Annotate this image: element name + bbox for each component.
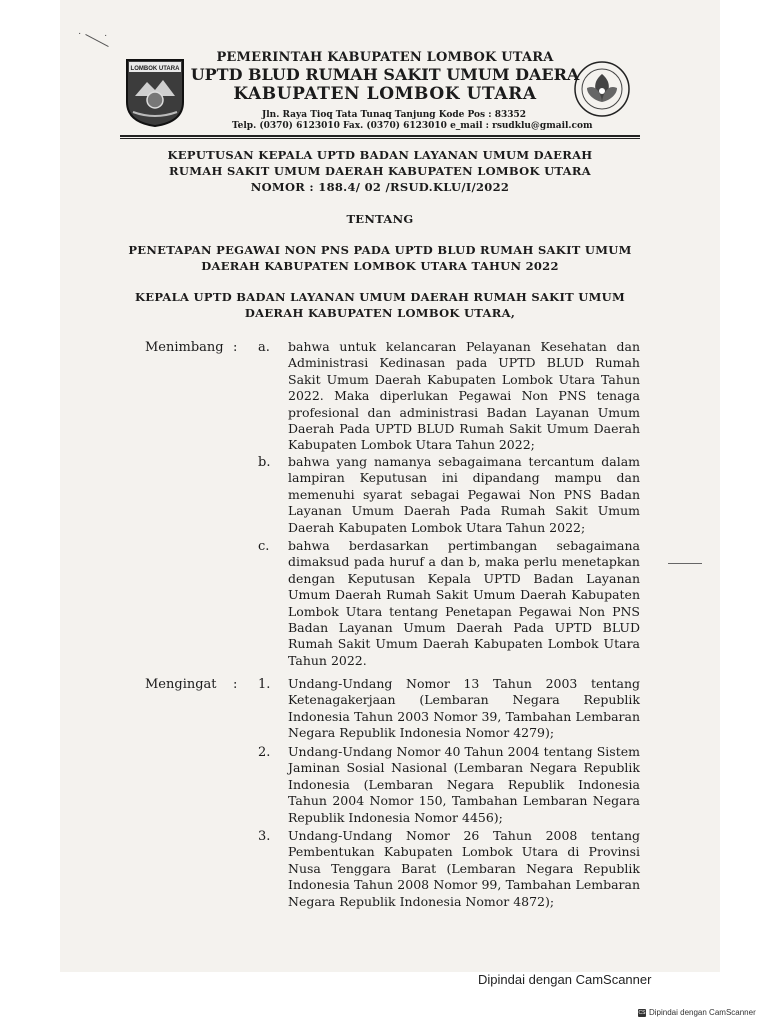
mengingat-colon: :	[233, 677, 238, 692]
scan-scratch	[668, 563, 702, 564]
list-marker: 2.	[258, 745, 271, 760]
menimbang-item-a: bahwa untuk kelancaran Pelayanan Kesehatan dan Administrasi Kedinasan pada UPTD BLUD Rumah Sakit Umum Daerah Kabupaten Lombok Utara Tahun 2022. Maka diperlukan Pegawai Non PNS tenaga profesional dan administrasi Badan Layanan Umum Daerah Pada UPTD BLUD Rumah Sakit Umum Daerah Kabupaten Lombok Utara Tahun 2022;	[288, 339, 640, 453]
letterhead-line-1: PEMERINTAH KABUPATEN LOMBOK UTARA	[216, 50, 554, 65]
decree-about: TENTANG	[346, 212, 414, 226]
decree-number: NOMOR : 188.4/ 02 /RSUD.KLU/I/2022	[250, 180, 510, 194]
list-marker: b.	[258, 455, 271, 470]
letterhead-contact: Telp. (0370) 6123010 Fax. (0370) 6123010 e_mail : rsudklu@gmail.com	[232, 121, 593, 131]
list-marker: 1.	[258, 677, 271, 692]
scan-speck: ·	[78, 28, 82, 39]
mengingat-item-3: Undang-Undang Nomor 26 Tahun 2008 tentang Pembentukan Kabupaten Lombok Utara di Provinsi Nusa Tenggara Barat (Lembaran Negara Republik Indonesia Tahun 2008 Nomor 99, Tambahan Lembaran Negara Republik Indonesia Nomor 4872);	[288, 828, 640, 909]
lombok-utara-emblem-icon	[123, 56, 187, 128]
camscanner-footer-text: Dipindai dengan CamScanner	[649, 1008, 756, 1017]
menimbang-label: Menimbang	[145, 340, 224, 355]
decree-title-line-1: KEPUTUSAN KEPALA UPTD BADAN LAYANAN UMUM DAERAH	[167, 148, 593, 162]
scan-speck: ·	[104, 30, 108, 41]
menimbang-item-c: bahwa berdasarkan pertimbangan sebagaimana dimaksud pada huruf a dan b, maka perlu menetapkan dengan Keputusan Kepala UPTD Badan Layanan Umum Daerah Rumah Sakit Umum Daerah Kabupaten Lombok Utara tentang Penetapan Pegawai Non PNS Badan Layanan Umum Daerah Pada UPTD BLUD Rumah Sakit Umum Daerah Kabupaten Lombok Utara Tahun 2022.	[288, 538, 640, 668]
decree-authority-line-1: KEPALA UPTD BADAN LAYANAN UMUM DAERAH RUMAH SAKIT UMUM	[134, 290, 626, 304]
letterhead-line-2: UPTD BLUD RUMAH SAKIT UMUM DAERA	[190, 65, 580, 84]
mengingat-item-2: Undang-Undang Nomor 40 Tahun 2004 tentang Sistem Jaminan Sosial Nasional (Lembaran Negara Republik Indonesia (Lembaran Negara Republik Indonesia Tahun 2004 Nomor 150, Tambahan Lembaran Negara Republik Indonesia Nomor 4456);	[288, 744, 640, 825]
letterhead-rule-thin	[120, 138, 640, 139]
emblem-label: LOMBOK UTARA	[130, 66, 180, 72]
menimbang-item-b: bahwa yang namanya sebagaimana tercantum dalam lampiran Keputusan ini dipandang mampu dan memenuhi syarat sebagai Pegawai Non PNS Badan Layanan Umum Daerah Pada Rumah Sakit Umum Daerah Kabupaten Lombok Utara Tahun 2022;	[288, 454, 640, 535]
decree-subject-line-2: DAERAH KABUPATEN LOMBOK UTARA TAHUN 2022	[201, 259, 559, 273]
decree-authority-line-2: DAERAH KABUPATEN LOMBOK UTARA,	[244, 306, 516, 320]
list-marker: 3.	[258, 829, 271, 844]
camscanner-icon: CS	[638, 1009, 646, 1016]
list-marker: c.	[258, 539, 270, 554]
menimbang-colon: :	[233, 340, 238, 355]
letterhead-address: Jln. Raya Tioq Tata Tunaq Tanjung Kode Pos : 83352	[262, 110, 527, 120]
decree-title-line-2: RUMAH SAKIT UMUM DAERAH KABUPATEN LOMBOK UTARA	[169, 164, 591, 178]
hospital-seal-icon	[573, 58, 631, 120]
letterhead-line-3: KABUPATEN LOMBOK UTARA	[233, 84, 537, 104]
mengingat-label: Mengingat	[145, 677, 217, 692]
camscanner-footer	[638, 1008, 756, 1017]
camscanner-watermark: Dipindai dengan CamScanner	[478, 972, 652, 987]
mengingat-item-1: Undang-Undang Nomor 13 Tahun 2003 tentang Ketenagakerjaan (Lembaran Negara Republik Indonesia Tahun 2003 Nomor 39, Tambahan Lembaran Negara Republik Indonesia Nomor 4279);	[288, 676, 640, 741]
letterhead-rule	[120, 135, 640, 137]
list-marker: a.	[258, 340, 270, 355]
decree-subject-line-1: PENETAPAN PEGAWAI NON PNS PADA UPTD BLUD RUMAH SAKIT UMUM	[128, 243, 632, 257]
